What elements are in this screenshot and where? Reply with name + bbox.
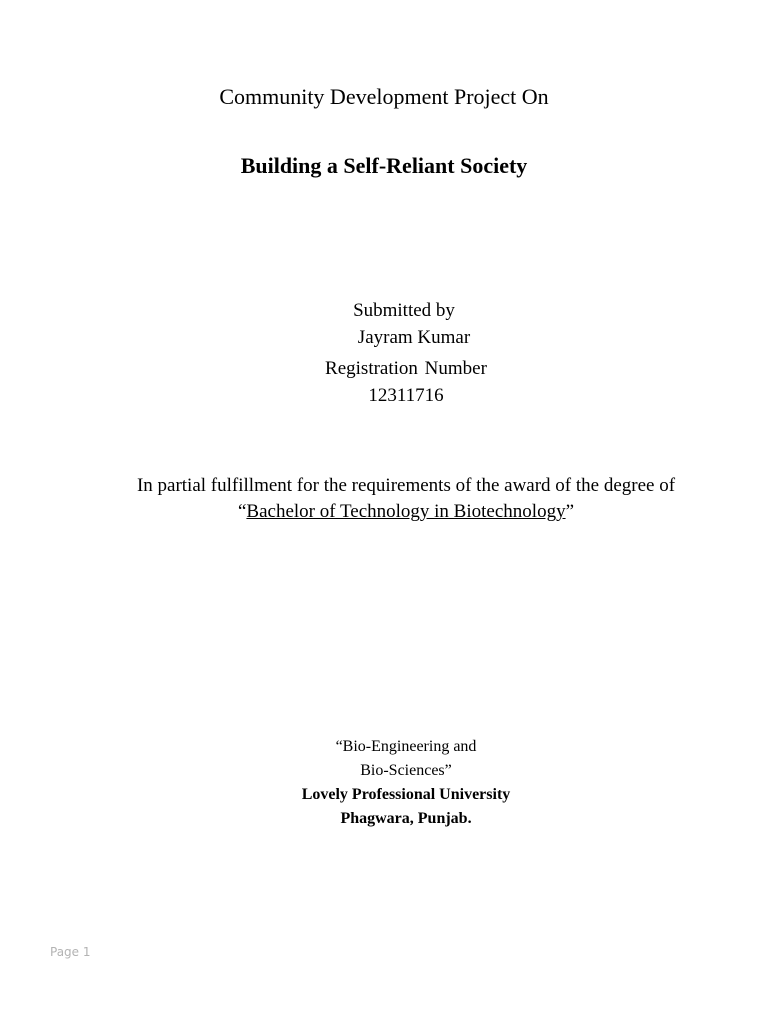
document-subtitle: Building a Self-Reliant Society — [240, 153, 528, 178]
degree-open-quote: “ — [237, 501, 247, 522]
fulfillment-statement: In partial fulfillment for the requirements of the award of the degree of — [136, 475, 676, 496]
document-title: Community Development Project On — [219, 84, 549, 109]
degree-close-quote: ” — [565, 501, 574, 522]
degree-line — [22, 501, 768, 523]
page-number-footer: Page 1 — [50, 945, 91, 959]
submitted-by-label: Submitted by — [353, 300, 455, 321]
university-location: Phagwara, Punjab. — [340, 810, 472, 827]
degree-name: Bachelor of Technology in Biotechnology — [246, 501, 566, 522]
registration-label: Registration Number — [325, 358, 487, 379]
registration-number: 12311716 — [368, 385, 444, 406]
department-line-1: “Bio-Engineering and — [335, 738, 477, 755]
university-name: Lovely Professional University — [301, 786, 511, 803]
author-name: Jayram Kumar — [357, 327, 471, 348]
department-line-2: Bio-Sciences” — [360, 762, 452, 779]
